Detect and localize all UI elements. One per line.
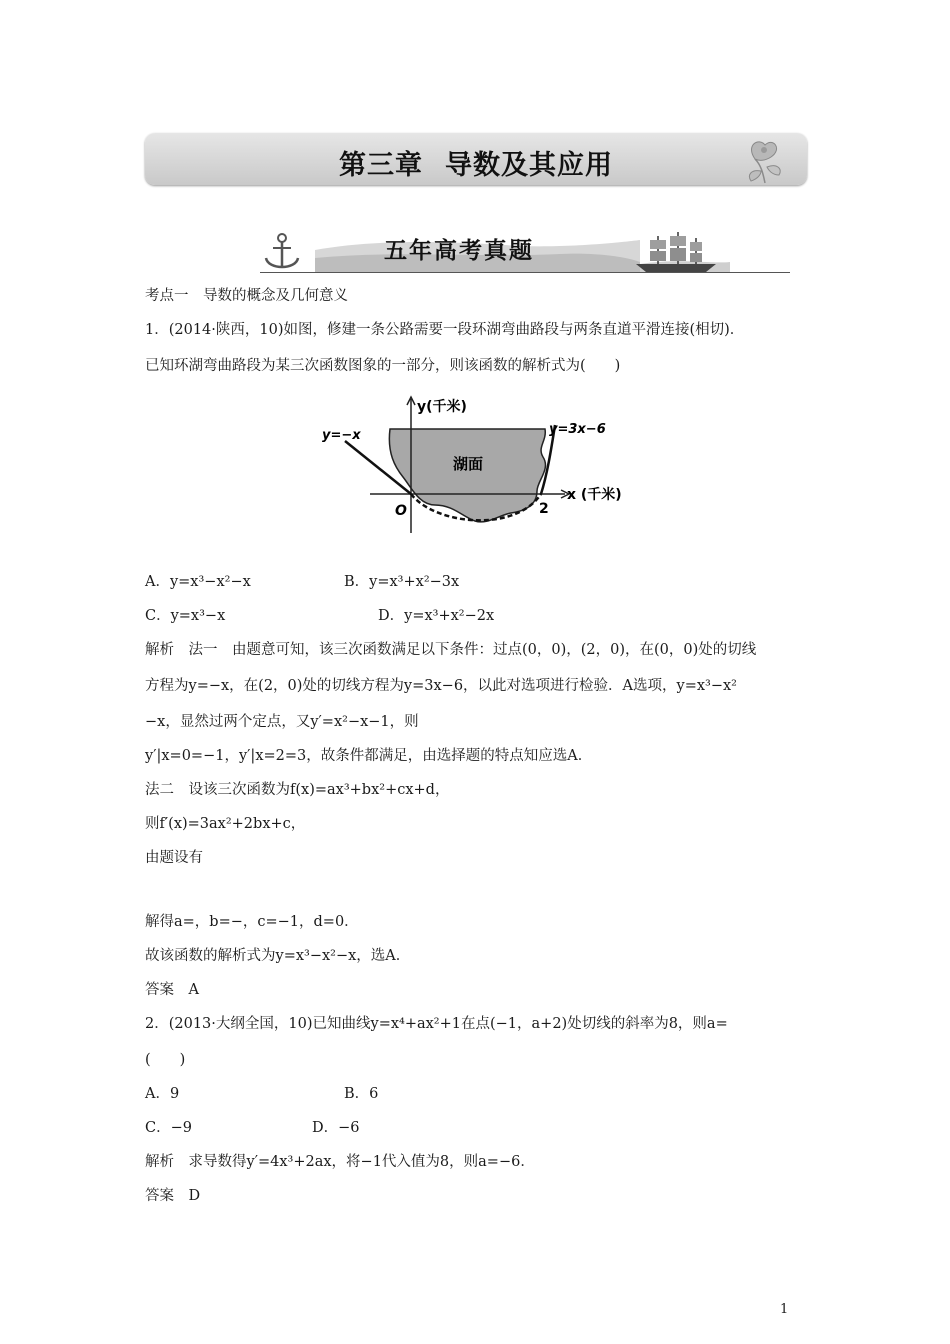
q1-method2-line2: 则f′(x)=3ax²+2bx+c，	[145, 816, 306, 832]
q1-analysis-line4: y′|x=0=−1，y′|x=2=3，故条件都满足，由选择题的特点知应选A．	[145, 748, 593, 764]
q1-analysis-line2: 方程为y=−x，在(2，0)处的切线方程为y=3x−6，以此对选项进行检验．A选项，y=x³−x²	[145, 678, 737, 694]
anchor-icon	[266, 234, 298, 268]
q1-solve-line: 解得a=，b=−，c=−1，d=0．	[145, 914, 359, 930]
origin-label: O	[395, 503, 407, 519]
q1-option-c: C．y=x³−x	[145, 608, 226, 624]
q2-analysis: 解析 求导数得y′=4x³+2ax，将−1代入值为8，则a=−6．	[145, 1154, 535, 1170]
x-axis-label: x (千米)	[567, 487, 622, 503]
q1-figure	[315, 395, 635, 545]
q1-option-a: A．y=x³−x²−x	[145, 574, 251, 590]
q1-analysis-line3: −x，显然过两个定点，又y′=x²−x−1，则	[145, 714, 419, 730]
q1-stem-line1: 1．(2014·陕西，10)如图，修建一条公路需要一段环湖弯曲路段与两条直道平滑连接(相切)．	[145, 322, 745, 338]
chapter-title	[145, 143, 807, 182]
q2-option-a: A．9	[145, 1086, 180, 1102]
chapter-number: 第三章	[339, 150, 423, 181]
lake-region	[389, 429, 545, 522]
lake-label: 湖面	[453, 455, 484, 473]
page-number: 1	[780, 1302, 789, 1317]
chapter-name: 导数及其应用	[445, 150, 613, 181]
q1-option-b: B．y=x³+x²−3x	[344, 574, 460, 590]
q2-option-d: D．−6	[312, 1120, 360, 1136]
right-line-label: y=3x−6	[549, 422, 606, 437]
x-tick-label: 2	[539, 501, 549, 517]
q1-analysis-line1: 解析 法一 由题意可知，该三次函数满足以下条件：过点(0，0)，(2，0)，在(0，0)处的切线	[145, 642, 757, 658]
y-axis-label: y(千米)	[417, 399, 467, 415]
q1-method2-line1: 法二 设该三次函数为f(x)=ax³+bx²+cx+d，	[145, 782, 450, 798]
chapter-banner	[145, 133, 807, 185]
flower-decoration-icon	[725, 135, 789, 185]
q2-stem-line2: ( )	[145, 1052, 186, 1068]
topic-heading: 考点一 导数的概念及几何意义	[145, 288, 348, 304]
section-title: 五年高考真题	[384, 238, 534, 264]
q2-option-c: C．−9	[145, 1120, 192, 1136]
q1-conclusion-line: 故该函数的解析式为y=x³−x²−x，选A．	[145, 948, 411, 964]
q1-option-d: D．y=x³+x²−2x	[378, 608, 495, 624]
q2-option-b: B．6	[344, 1086, 379, 1102]
q2-stem-line1: 2．(2013·大纲全国，10)已知曲线y=x⁴+ax²+1在点(−1，a+2)处切线的斜率为8，则a=	[145, 1016, 728, 1032]
q2-answer: 答案 D	[145, 1188, 201, 1204]
sailing-ship-icon	[636, 232, 716, 272]
q1-method2-line3: 由题设有	[145, 850, 203, 866]
q1-stem-line2: 已知环湖弯曲路段为某三次函数图象的一部分，则该函数的解析式为( )	[145, 358, 621, 374]
left-line-label: y=−x	[322, 428, 361, 443]
q1-answer: 答案 A	[145, 982, 199, 998]
